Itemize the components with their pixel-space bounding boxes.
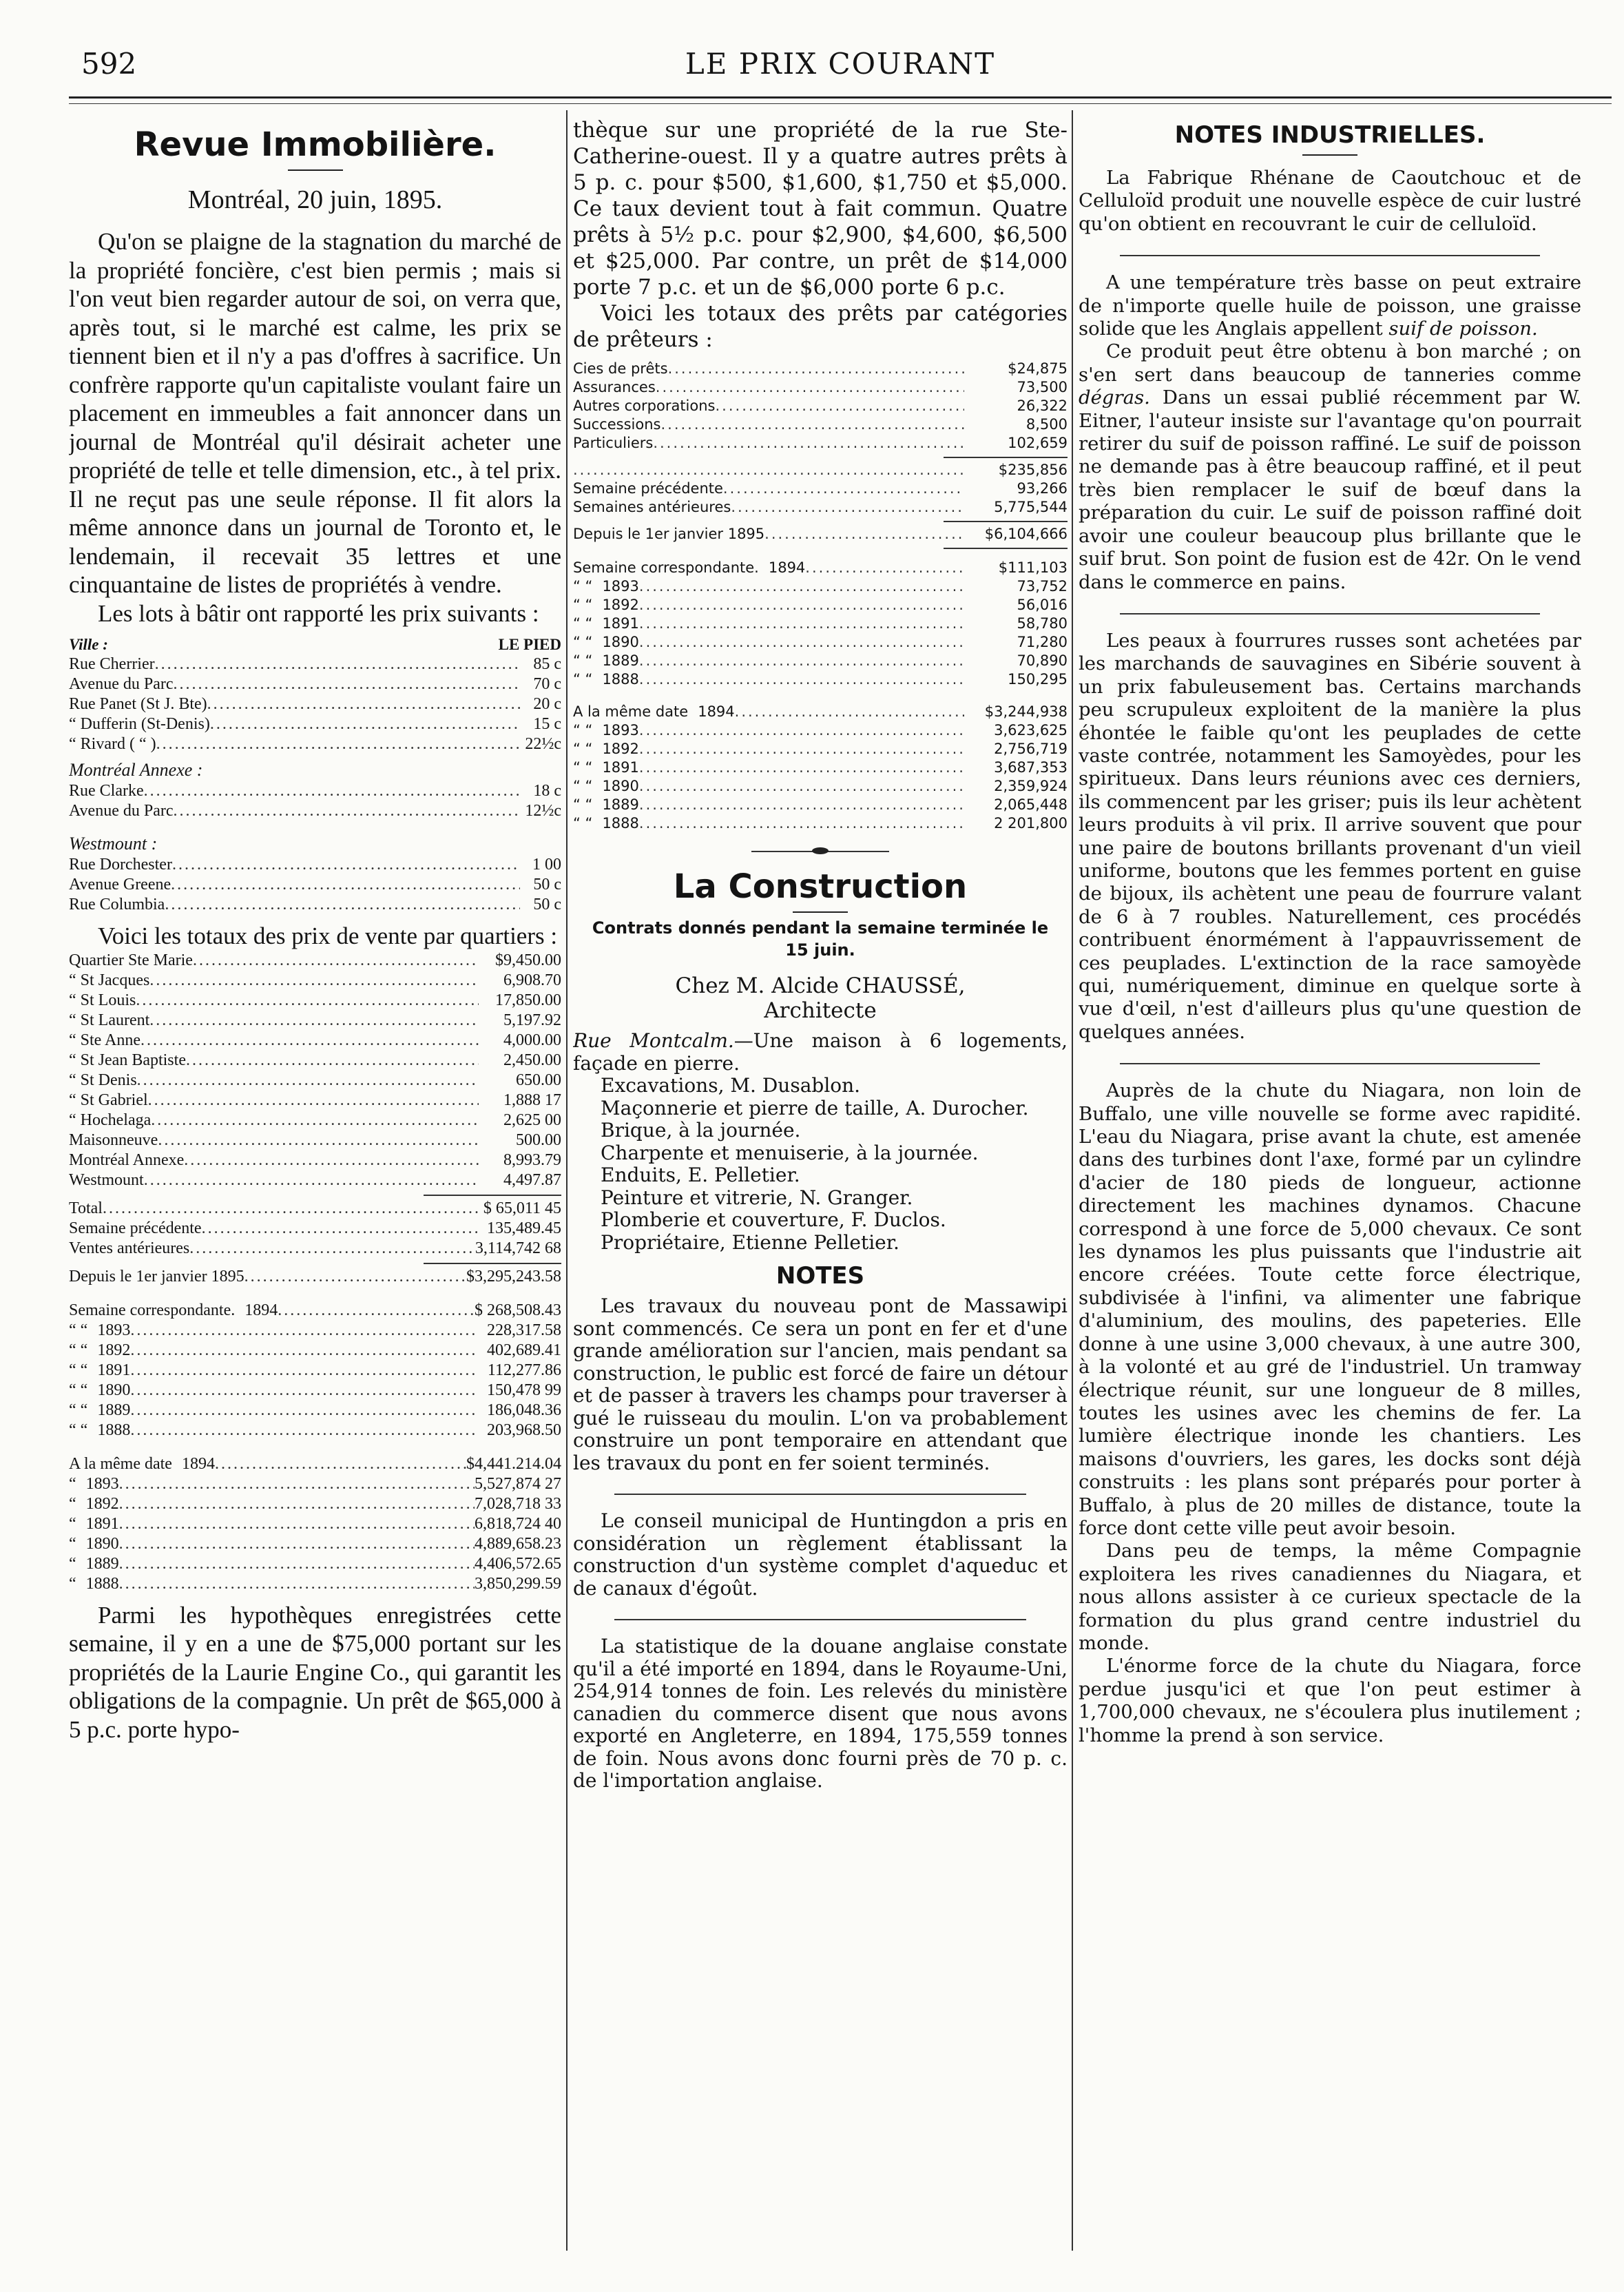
row-year: 1893 — [97, 1321, 131, 1339]
row-value: 20 c — [533, 695, 561, 713]
row-label: “ — [69, 1554, 76, 1573]
row-label: Montréal Annexe — [69, 1150, 185, 1169]
row-value: 70 c — [533, 675, 561, 693]
row-value: 85 c — [533, 655, 561, 673]
table-row — [69, 1321, 561, 1341]
row-label: Avenue du Parc — [69, 802, 174, 820]
table-row — [573, 758, 1068, 777]
contract-intro: Rue Montcalm.—Une maison à 6 logements, façade en pierre. — [573, 1029, 1068, 1075]
sum-rule — [424, 1263, 561, 1264]
table-row — [69, 1554, 561, 1574]
row-year: 1894 — [698, 703, 735, 720]
row-label: Ventes antérieures — [69, 1239, 190, 1257]
row-label: Quartier Ste Marie — [69, 951, 193, 969]
table-row — [69, 714, 561, 734]
contract-line: Peinture et vitrerie, N. Granger. — [601, 1186, 913, 1209]
sum-rule — [944, 457, 1068, 458]
table-row — [69, 1130, 561, 1150]
column-divider — [566, 110, 568, 2251]
row-label: “ “ — [69, 1341, 88, 1359]
row-label: Autres corporations — [573, 398, 716, 414]
quartiers-table — [69, 951, 561, 1594]
row-label: “ “ — [573, 597, 593, 613]
row-year: 1890 — [97, 1381, 131, 1399]
section-heading: NOTES INDUSTRIELLES. — [1174, 121, 1486, 149]
table-row — [69, 1071, 561, 1091]
row-value: 2 201,800 — [994, 815, 1068, 832]
row-label: Semaine correspondante. — [69, 1301, 236, 1319]
row-value: 4,497.87 — [503, 1170, 561, 1189]
row-year: 1893 — [85, 1474, 119, 1493]
row-value: 26,322 — [1017, 398, 1068, 414]
meme-date-list — [573, 703, 1068, 833]
article-paragraph: L'énorme force de la chute du Niagara, force perdue jusqu'ici et que l'on peut estimer à 1,700,000 chevaux, ne s'écoulera plus inutilement ; l'homme la prend à son service. — [1079, 1655, 1581, 1746]
contract-line: Maçonnerie et pierre de taille, A. Durocher. — [601, 1096, 1029, 1119]
contract-line: Propriétaire, Etienne Pelletier. — [601, 1230, 899, 1254]
table-row — [573, 814, 1068, 833]
table-row — [69, 991, 561, 1011]
row-value: 12½c — [525, 802, 561, 820]
table-row — [69, 1219, 561, 1239]
row-label: “ “ — [69, 1361, 88, 1379]
table-row — [573, 777, 1068, 796]
short-rule — [793, 911, 848, 913]
architect-block — [573, 973, 1068, 1023]
table-row — [69, 654, 561, 674]
row-year: 1890 — [602, 778, 639, 794]
article-paragraph: Les lots à bâtir ont rapporté les prix suivants : — [98, 599, 539, 627]
row-label: “ St Denis — [69, 1071, 137, 1089]
row-label: Cies de prêts — [573, 360, 668, 377]
contract-line: Charpente et menuiserie, à la journée. — [601, 1141, 979, 1164]
row-value: 17,850.00 — [495, 991, 561, 1009]
row-year: 1891 — [602, 615, 639, 632]
row-year: 1890 — [602, 634, 639, 650]
table-row — [573, 559, 1068, 577]
contract-line: Brique, à la journée. — [601, 1119, 801, 1142]
table-row — [69, 1051, 561, 1071]
table-row — [573, 461, 1068, 479]
table-row — [69, 1514, 561, 1534]
row-value: 2,359,924 — [994, 778, 1068, 794]
row-year: 1892 — [602, 597, 639, 613]
row-value: 58,780 — [1017, 615, 1068, 632]
sum-rule — [944, 521, 1068, 522]
row-value: 2,065,448 — [994, 796, 1068, 813]
lots-ville-list — [69, 654, 561, 754]
row-value: 73,752 — [1017, 578, 1068, 595]
row-year: 1889 — [97, 1401, 131, 1419]
article-paragraph: Auprès de la chute du Niagara, non loin de Buffalo, une ville nouvelle se forme avec rapidité. L'eau du Niagara, prise avant la chute, est amenée dans des turbines dont l'axe, formé par un cylindre d'acier de 180 pieds de longueur, actionne directement les machines dynamos. Chacune correspond à une force de 5,000 chevaux. Ce sont les dynamos les plus puissants que l'industrie ait encore créées. Toute cette force électrique, subdivisée à l'infini, va alimenter une fabrique d'aluminium, des moulins, des papeteries. Elle donne à une usine 3,000 chevaux, à une autre 300, à la volonté et au gré de l'industriel. Un tramway électrique réunit, sur une longueur de 8 milles, toutes les usines avec les chemins de fer. La lumière électrique inonde les chantiers. Les maisons d'ouvriers, les gares, les docks sont déjà construits : les plans sont préparés pour porter à Buffalo, à plus de 20 milles de distance, toute la force dont cette ville peut avoir besoin. — [1079, 1080, 1581, 1539]
row-label: A la même date — [573, 703, 689, 720]
unit-label: LE PIED — [498, 636, 561, 653]
row-label: “ — [69, 1514, 76, 1533]
row-value: 70,890 — [1017, 652, 1068, 669]
article-paragraph: Les travaux du nouveau pont de Massawipi sont commencés. Ce sera un pont en fer et d'une grande amélioration sur l'ancien, mais pendant sa construction, le public est forcé de faire un détour et de passer à travers les champs pour traverser à gué le ruisseau du moulin. L'on va probablement construire un pont temporaire en attendant que les travaux du pont en fer soient terminés. — [573, 1294, 1068, 1474]
row-year: 1894 — [181, 1454, 215, 1473]
section-rule — [1120, 255, 1540, 256]
row-value: 56,016 — [1017, 597, 1068, 613]
row-label: A la même date — [69, 1454, 172, 1473]
table-row — [69, 1111, 561, 1130]
loans-table — [573, 353, 1068, 833]
row-label: “ — [69, 1474, 76, 1493]
row-label: “ — [69, 1534, 76, 1553]
table-row — [69, 1401, 561, 1421]
row-value: $4,441.214.04 — [466, 1454, 561, 1473]
lots-table — [69, 634, 561, 915]
row-value: $111,103 — [998, 559, 1068, 576]
row-label: Semaine précédente — [69, 1219, 202, 1237]
lots-section-label: Westmount : — [69, 834, 158, 854]
dateline: Montréal, 20 juin, 1895. — [187, 185, 443, 214]
row-label: Particuliers — [573, 435, 654, 451]
sum-rule — [424, 1195, 561, 1196]
header-rule-thin — [69, 103, 1612, 104]
short-rule — [1302, 154, 1357, 156]
row-year: 1888 — [602, 815, 639, 832]
lots-table-header — [69, 634, 561, 654]
row-label: “ Ste Anne — [69, 1031, 140, 1049]
row-label: “ “ — [573, 722, 593, 739]
table-row: Depuis le 1er janvier 1895 ..... $3,295,243.58 — [69, 1267, 561, 1287]
row-value: $24,875 — [1008, 360, 1068, 377]
row-value: 4,889,658.23 — [475, 1534, 561, 1553]
table-row — [573, 796, 1068, 814]
meme-date-list — [69, 1454, 561, 1594]
table-row — [69, 1574, 561, 1594]
table-row — [69, 1199, 561, 1219]
row-year: 1888 — [97, 1421, 131, 1439]
construction-section — [573, 867, 1068, 1254]
architect-name: Chez M. Alcide CHAUSSÉ, — [675, 973, 966, 998]
row-value: 3,850,299.59 — [475, 1574, 561, 1593]
row-value: 22½c — [525, 735, 561, 753]
row-year: 1890 — [85, 1534, 119, 1553]
table-row — [573, 479, 1068, 498]
table-row — [69, 1011, 561, 1031]
notes-section — [573, 1262, 1068, 1793]
row-value: 18 c — [533, 782, 561, 800]
row-value: 500.00 — [516, 1130, 561, 1149]
row-value: 5,527,874 27 — [475, 1474, 561, 1493]
row-label: “ “ — [69, 1401, 88, 1419]
row-value: 186,048.36 — [487, 1401, 561, 1419]
lots-westmount-list — [69, 855, 561, 915]
column-divider — [1072, 110, 1073, 2251]
row-value: 15 c — [533, 715, 561, 733]
row-year: 1891 — [602, 759, 639, 776]
table-row — [69, 1381, 561, 1401]
table-row — [69, 1150, 561, 1170]
row-label: “ “ — [573, 652, 593, 669]
row-label: Assurances — [573, 379, 656, 395]
table-row — [69, 734, 561, 754]
article-paragraph: Les peaux à fourrures russes sont achetées par les marchands de sauvagines en Sibérie souvent à un prix fabuleusement bas. Certains marchands peu scrupuleux exploitent de la manière la plus éhontée le faible qu'ont les peuplades de cette vaste contrée, notamment les Samoyèdes, pour les spiritueux. Dans leurs réunions avec ces derniers, ils commencent par les griser; puis ils leur achètent leurs produits à vil prix. Il arrive souvent que pour une paire de boutons brillants provenant d'un vieil uniforme, boutons que les femmes portent en guise de bijoux, ils achètent une peau de fourrure valant de 6 à 7 roubles. Naturellement, ces procédés contribuent énormément à l'appauvrissement de ces peuplades. L'extinction de la race samoyède qui, numériquement, diminue en quelque sorte à vue d'œil, n'est d'ailleurs plus qu'une question de quelques années. — [1079, 629, 1581, 1043]
article-paragraph: Voici les totaux des prêts par catégories de prêteurs : — [573, 301, 1068, 352]
lots-annexe-list — [69, 781, 561, 821]
row-value: 5,775,544 — [994, 499, 1068, 515]
row-value: 4,406,572.65 — [475, 1554, 561, 1573]
row-value: 1,888 17 — [503, 1091, 561, 1109]
corresp-list — [69, 1301, 561, 1441]
row-label: “ Rivard ( “ ) — [69, 735, 156, 753]
row-label: “ “ — [69, 1381, 88, 1399]
row-year: 1892 — [97, 1341, 131, 1359]
row-year: 1892 — [602, 741, 639, 757]
table-row — [69, 1361, 561, 1381]
row-value: 50 c — [533, 896, 561, 913]
table-row — [69, 1301, 561, 1321]
row-label: “ — [69, 1494, 76, 1513]
contract-line: Excavations, M. Dusablon. — [601, 1074, 861, 1097]
section-rule — [1120, 613, 1540, 615]
row-label: “ St Louis — [69, 991, 136, 1009]
row-label: Semaine correspondante. — [573, 559, 759, 576]
row-label: “ “ — [573, 671, 593, 688]
row-label: “ St Jean Baptiste — [69, 1051, 186, 1069]
row-label: Semaine précédente — [573, 480, 723, 497]
row-value: 4,000.00 — [503, 1031, 561, 1049]
row-value: $9,450.00 — [495, 951, 561, 969]
article-paragraph: A une température très basse on peut extraire de n'importe quelle huile de poisson, une graisse solide que les Anglais appellent suif de poisson. — [1079, 271, 1581, 340]
row-value: 8,993.79 — [503, 1150, 561, 1169]
row-year: 1888 — [602, 671, 639, 688]
row-value: 150,478 99 — [487, 1381, 561, 1399]
article-paragraph: Voici les totaux des prix de vente par quartiers : — [98, 922, 558, 949]
row-year: 1893 — [602, 578, 639, 595]
row-label: “ “ — [573, 578, 593, 595]
row-year: 1891 — [97, 1361, 131, 1379]
header-rule — [69, 96, 1612, 99]
table-row — [69, 1031, 561, 1051]
row-value: 112,277.86 — [487, 1361, 561, 1379]
row-year: 1889 — [602, 796, 639, 813]
row-value: 3,687,353 — [994, 759, 1068, 776]
column-industrial-notes — [1079, 117, 1581, 1747]
contract-line: Plomberie et couverture, F. Duclos. — [601, 1208, 946, 1231]
row-label: “ St Gabriel — [69, 1091, 148, 1109]
table-row — [69, 694, 561, 714]
table-row — [573, 596, 1068, 615]
ornament-divider — [751, 851, 889, 852]
article-paragraph: Dans peu de temps, la même Compagnie exploitera les rives canadiennes du Niagara, et nous allons assister à ce curieux spectacle de la formation du plus grand centre industriel du monde. — [1079, 1540, 1581, 1654]
row-label: Rue Clarke — [69, 782, 144, 800]
table-row — [69, 1421, 561, 1441]
row-value: 2,450.00 — [503, 1051, 561, 1069]
row-label: Avenue du Parc — [69, 675, 174, 693]
article-paragraph: Parmi les hypothèques enregistrées cette semaine, il y en a une de $75,000 portant sur les propriétés de la Laurie Engine Co., qui garantit les obligations de la compagnie. Un prêt de $65,000 à 5 p.c. porte hypo- — [69, 1601, 561, 1743]
row-year: 1894 — [768, 559, 806, 576]
row-value: 102,659 — [1008, 435, 1068, 451]
row-value: 71,280 — [1017, 634, 1068, 650]
table-row — [69, 781, 561, 801]
row-label: Westmount — [69, 1170, 144, 1189]
article-paragraph: Qu'on se plaigne de la stagnation du marché de la propriété foncière, c'est bien permis ; mais si l'on veut bien regarder autour de soi, on verra que, après tout, si le marché est calme, les prix se tiennent bien et il n'y a pas d'offres à sacrifice. Un confrère rapporte qu'un capitaliste voulant faire un placement en immeubles a fait annoncer dans un journal de Montréal qu'il désirait acheter une propriété de telle et telle dimension, etc., à tel prix. Il ne reçut pas une seule réponse. Il fit alors la même annonce dans un journal de Toronto et, le lendemain, il recevait 35 lettres et une cinquantaine de listes de propriétés à vendre. — [69, 228, 561, 598]
contracts-list — [573, 1075, 1068, 1254]
row-value: 228,317.58 — [487, 1321, 561, 1339]
row-value: 3,114,742 68 — [475, 1239, 561, 1257]
table-row — [573, 397, 1068, 415]
row-label: “ St Laurent — [69, 1011, 150, 1029]
row-value: 93,266 — [1017, 480, 1068, 497]
row-value: 150,295 — [1008, 671, 1068, 688]
table-row — [69, 971, 561, 991]
row-value: 8,500 — [1026, 416, 1068, 433]
row-value: 2,625 00 — [503, 1111, 561, 1129]
table-row — [573, 740, 1068, 758]
contract-line: Enduits, E. Pelletier. — [601, 1164, 800, 1186]
section-heading: Revue Immobilière. — [134, 125, 497, 164]
row-value: $235,856 — [998, 462, 1068, 478]
table-row — [573, 652, 1068, 670]
row-value: $ 65,011 45 — [483, 1199, 561, 1217]
row-value: 6,908.70 — [503, 971, 561, 989]
table-row — [69, 674, 561, 694]
table-row — [573, 670, 1068, 689]
publication-title: LE PRIX COURANT — [685, 47, 996, 81]
row-value: 73,500 — [1017, 379, 1068, 395]
row-year: 1888 — [85, 1574, 119, 1593]
table-row — [69, 855, 561, 875]
row-year: 1891 — [85, 1514, 119, 1533]
row-value: 7,028,718 33 — [475, 1494, 561, 1513]
lenders-list — [573, 360, 1068, 453]
totals-list — [69, 1199, 561, 1259]
row-label: Avenue Greene — [69, 876, 171, 894]
lenders-totals-list — [573, 461, 1068, 517]
table-row — [69, 875, 561, 895]
section-heading: NOTES — [775, 1262, 865, 1290]
lots-section-label: Montréal Annexe : — [69, 760, 203, 780]
sum-rule — [944, 548, 1068, 549]
table-row — [573, 721, 1068, 740]
table-row: Depuis le 1er janvier 1895 ..... $6,104,666 — [573, 525, 1068, 544]
row-value: 1 00 — [532, 856, 561, 874]
table-row — [573, 434, 1068, 453]
table-row — [69, 1534, 561, 1554]
row-label: “ “ — [69, 1421, 88, 1439]
row-label: “ — [69, 1574, 76, 1593]
row-year: 1892 — [85, 1494, 119, 1513]
table-row — [573, 615, 1068, 633]
row-value: 2,756,719 — [994, 741, 1068, 757]
table-row — [69, 1474, 561, 1494]
corresp-list — [573, 559, 1068, 689]
row-label: Maisonneuve — [69, 1130, 158, 1149]
column-loans-construction — [573, 117, 1068, 1793]
table-row — [69, 1341, 561, 1361]
row-label: “ St Jacques — [69, 971, 150, 989]
article-paragraph: Ce produit peut être obtenu à bon marché ; on s'en sert dans beaucoup de tanneries comme dégras. Dans un essai publié récemment par W. Eitner, l'auteur insiste sur l'avantage qu'on pourrait retirer du suif de poisson raffiné. Le suif de poisson ne demande pas à être beaucoup raffiné, et il peut très bien remplacer le suif de bœuf dans la préparation du cuir. Le suif de poisson raffiné doit avoir une couleur beaucoup plus brillante que le suif brut. Son point de fusion est de 42r. On le vend dans le commerce en pains. — [1079, 340, 1581, 593]
row-label: Total — [69, 1199, 103, 1217]
article-paragraph: La Fabrique Rhénane de Caoutchouc et de Celluloïd produit une nouvelle espèce de cuir lustré qu'on obtient en recouvrant le cuir de celluloïd. — [1079, 167, 1581, 235]
page-number: 592 — [81, 47, 137, 81]
row-label: “ “ — [573, 815, 593, 832]
row-value: 135,489.45 — [487, 1219, 561, 1237]
table-row — [573, 703, 1068, 721]
quartiers-list — [69, 951, 561, 1190]
page-header — [69, 43, 1612, 91]
row-label: “ “ — [573, 778, 593, 794]
row-value: 402,689.41 — [487, 1341, 561, 1359]
table-row — [69, 1239, 561, 1259]
table-row — [573, 498, 1068, 517]
row-value: $3,244,938 — [984, 703, 1068, 720]
table-row — [573, 360, 1068, 378]
row-label: Rue Cherrier — [69, 655, 155, 673]
table-row — [69, 951, 561, 971]
table-row — [573, 415, 1068, 434]
row-label: “ Hochelaga — [69, 1111, 152, 1129]
row-year: 1889 — [602, 652, 639, 669]
row-value: 3,623,625 — [994, 722, 1068, 739]
row-year: 1889 — [85, 1554, 119, 1573]
row-label: “ “ — [573, 741, 593, 757]
article-paragraph: Le conseil municipal de Huntingdon a pris en considération un règlement établissant la construction d'un système complet d'aqueduc et de canaux d'égoût. — [573, 1509, 1068, 1600]
section-rule — [614, 1494, 1026, 1495]
table-row — [69, 1091, 561, 1111]
row-label: Rue Dorchester — [69, 856, 172, 874]
row-value: 6,818,724 40 — [475, 1514, 561, 1533]
short-rule — [288, 169, 343, 171]
table-row — [69, 895, 561, 915]
table-row — [69, 1454, 561, 1474]
row-value: 203,968.50 — [487, 1421, 561, 1439]
column-real-estate — [69, 117, 561, 1744]
section-heading: La Construction — [673, 867, 968, 906]
table-row — [573, 633, 1068, 652]
table-row — [69, 1494, 561, 1514]
row-label: “ “ — [573, 615, 593, 632]
row-value: 5,197.92 — [503, 1011, 561, 1029]
row-year: 1894 — [244, 1301, 278, 1319]
row-label: Semaines antérieures — [573, 499, 731, 515]
table-row — [573, 378, 1068, 397]
table-row — [69, 801, 561, 821]
table-row — [69, 1170, 561, 1190]
row-label: “ “ — [573, 759, 593, 776]
article-paragraph: thèque sur une propriété de la rue Ste-Catherine-ouest. Il y a quatre autres prêts à 5 p. c. pour $500, $1,600, $1,750 et $5,000. Ce taux devient tout à fait commun. Quatre prêts à 5½ p.c. pour $2,900, $4,600, $6,500 et $25,000. Par contre, un prêt de $14,000 porte 7 p.c. et un de $6,000 porte 6 p.c. — [573, 118, 1068, 300]
row-value: 650.00 — [516, 1071, 561, 1089]
row-label: “ Dufferin (St-Denis) — [69, 715, 210, 733]
row-value: $ 268,508.43 — [475, 1301, 561, 1319]
lots-section-label: Ville : — [69, 636, 108, 653]
section-rule — [614, 1619, 1026, 1620]
row-value: 50 c — [533, 876, 561, 894]
section-subheading: Contrats donnés pendant la semaine terminée le 15 juin. — [592, 918, 1049, 960]
row-label: “ “ — [573, 796, 593, 813]
table-row — [573, 577, 1068, 596]
row-label: “ “ — [573, 634, 593, 650]
row-year: 1893 — [602, 722, 639, 739]
section-rule — [1120, 1063, 1540, 1064]
row-label: “ “ — [69, 1321, 88, 1339]
row-label: Rue Panet (St J. Bte) — [69, 695, 207, 713]
row-label: Rue Columbia — [69, 896, 165, 913]
article-paragraph: La statistique de la douane anglaise constate qu'il a été importé en 1894, dans le Royaume-Uni, 254,914 tonnes de foin. Les relevés du ministère canadien du commerce disent que nous avons exporté en Angleterre, en 1894, 175,559 tonnes de foin. Nous avons donc fourni près de 70 p. c. de l'importation anglaise. — [573, 1635, 1068, 1792]
architect-title: Architecte — [764, 998, 877, 1023]
row-label: Successions — [573, 416, 661, 433]
